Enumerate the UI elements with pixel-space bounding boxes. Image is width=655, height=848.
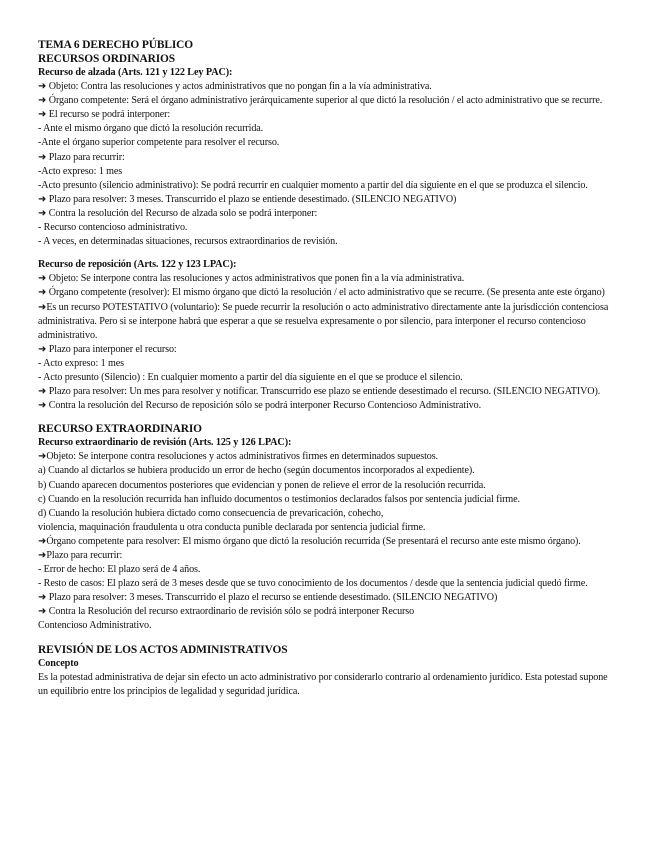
list-item: - Ante el mismo órgano que dictó la resolución recurrida. <box>38 123 264 135</box>
list-item: a) Cuando al dictarlos se hubiera producido un error de hecho (según documentos incorporados al expediente). <box>38 465 475 477</box>
paragraph: Contencioso Administrativo. <box>38 620 152 632</box>
section-title-revision: REVISIÓN DE LOS ACTOS ADMINISTRATIVOS <box>38 643 288 656</box>
paragraph: ➜ Plazo para resolver: Un mes para resolver y notificar. Transcurrido ese plazo se entiende desestimado el recurso. (SILENCIO NEGATIVO). <box>38 386 601 398</box>
paragraph: ➜ Plazo para resolver: 3 meses. Transcurrido el plazo el recurso se entiende desestimado. (SILENCIO NEGATIVO) <box>38 592 498 604</box>
paragraph: ➜ Plazo para interponer el recurso: <box>38 343 177 355</box>
list-item: - Resto de casos: El plazo será de 3 meses desde que se tuvo conocimiento de los documentos / desde que la sentencia judicial quedó firme. <box>38 578 588 590</box>
recurso-reposicion-section <box>38 258 618 413</box>
list-item: - Acto presunto (Silencio) : En cualquier momento a partir del día siguiente en el que se produce el silencio. <box>38 371 463 383</box>
paragraph: Es la potestad administrativa de dejar sin efecto un acto administrativo por considerarlo contrario al ordenamiento jurídico. Esta potestad supone un equilibrio entre los principios de legalidad y seguridad jurídica. <box>38 671 608 697</box>
paragraph: ➜ Objeto: Se interpone contra las resoluciones y actos administrativos que ponen fin a la vía administrativa. <box>38 273 465 285</box>
recurso-revision-heading: Recurso extraordinario de revisión (Arts. 125 y 126 LPAC): <box>38 437 292 449</box>
recurso-extraordinario-section <box>38 422 618 633</box>
concepto-heading: Concepto <box>38 657 79 669</box>
paragraph: ➜ Órgano competente (resolver): El mismo órgano que dictó la resolución / el acto administrativo que se recurre. (Se presenta ante este órgano) <box>38 287 605 299</box>
list-item: - Recurso contencioso administrativo. <box>38 222 188 234</box>
paragraph: ➜Es un recurso POTESTATIVO (voluntario): Se puede recurrir la resolución o acto administrativo directamente ante la jurisdicción contenciosa administrativa. Pero si se interpone habrá que esperar a que se resuelva expresamente o por silencio, para interponer el recurso contencioso administrativo. <box>38 301 609 341</box>
revision-actos-section <box>38 643 618 699</box>
list-item: -Ante el órgano superior competente para resolver el recurso. <box>38 137 280 149</box>
list-item: c) Cuando en la resolución recurrida han influido documentos o testimonios declarados falsos por sentencia judicial firme. <box>38 493 520 505</box>
list-item: b) Cuando aparecen documentos posteriores que evidencian y ponen de relieve el error de la resolución recurrida. <box>38 479 486 491</box>
paragraph: ➜Objeto: Se interpone contra resoluciones y actos administrativos firmes en determinados supuestos. <box>38 451 438 463</box>
list-item: -Acto expreso: 1 mes <box>38 165 123 177</box>
list-item: - Acto expreso: 1 mes <box>38 357 124 369</box>
paragraph: ➜ Objeto: Contra las resoluciones y actos administrativos que no pongan fin a la vía administrativa. <box>38 81 432 93</box>
paragraph: ➜Órgano competente para resolver: El mismo órgano que dictó la resolución recurrida (Se presentará el recurso ante este mismo órgano). <box>38 535 581 547</box>
document-page <box>38 38 618 699</box>
recurso-alzada-heading: Recurso de alzada (Arts. 121 y 122 Ley PAC): <box>38 67 233 78</box>
recurso-reposicion-heading: Recurso de reposición (Arts. 122 y 123 LPAC): <box>38 259 237 271</box>
list-item: - A veces, en determinadas situaciones, recursos extraordinarios de revisión. <box>38 236 338 248</box>
section-title-recurso-extraordinario: RECURSO EXTRAORDINARIO <box>38 423 202 436</box>
recurso-alzada-section <box>38 66 618 249</box>
paragraph: ➜ El recurso se podrá interponer: <box>38 109 171 121</box>
paragraph: ➜Plazo para recurrir: <box>38 550 123 561</box>
document-title: TEMA 6 DERECHO PÚBLICO <box>38 39 194 51</box>
paragraph: ➜ Contra la Resolución del recurso extraordinario de revisión sólo se podrá interponer Recurso <box>38 606 415 618</box>
paragraph: ➜ Contra la resolución del Recurso de alzada solo se podrá interponer: <box>38 207 318 219</box>
paragraph: ➜ Contra la resolución del Recurso de reposición sólo se podrá interponer Recurso Contencioso Administrativo. <box>38 400 481 412</box>
paragraph: ➜ Plazo para recurrir: <box>38 151 125 163</box>
list-item: d) Cuando la resolución hubiera dictado como consecuencia de prevaricación, cohecho, <box>38 507 384 519</box>
paragraph: ➜ Plazo para resolver: 3 meses. Transcurrido el plazo se entiende desestimado. (SILENCIO NEGATIVO) <box>38 193 457 205</box>
paragraph: ➜ Órgano competente: Será el órgano administrativo jerárquicamente superior al que dictó la resolución / el acto administrativo que se recurre. <box>38 95 603 107</box>
list-item: -Acto presunto (silencio administrativo): Se podrá recurrir en cualquier momento a partir del día siguiente en el que se produzca el silencio. <box>38 179 588 191</box>
section-title-recursos-ordinarios: RECURSOS ORDINARIOS <box>38 53 176 65</box>
list-item: - Error de hecho: El plazo será de 4 años. <box>38 564 201 576</box>
list-item: violencia, maquinación fraudulenta u otra conducta punible declarada por sentencia judicial firme. <box>38 521 426 533</box>
